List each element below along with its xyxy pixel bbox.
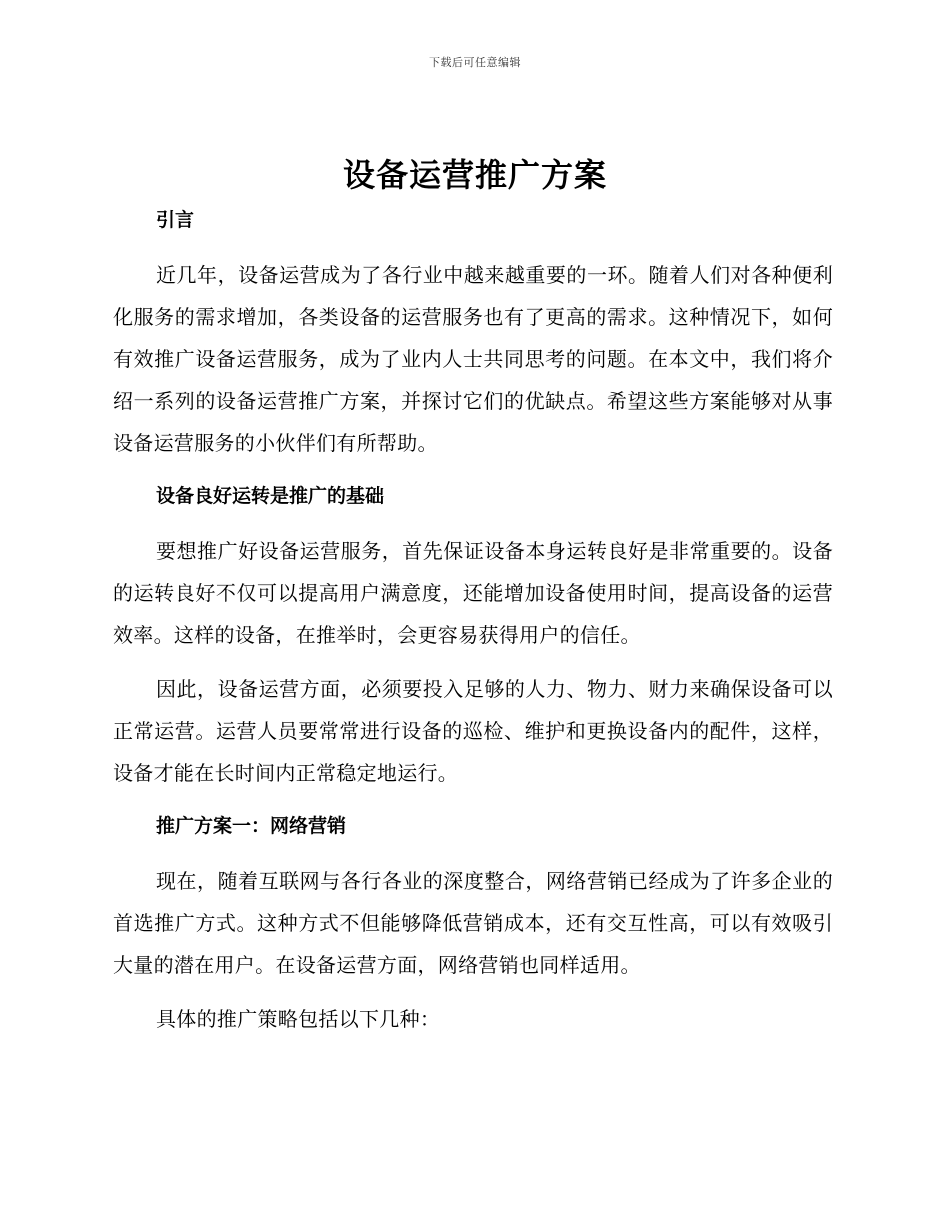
section-heading-device-operation: 设备良好运转是推广的基础 [156,485,385,507]
paragraph-online-marketing-2: 具体的推广策略包括以下几种： [156,1007,441,1031]
document-title: 设备运营推广方案 [342,156,607,194]
paragraph-device-operation-1: 要想推广好设备运营服务，首先保证设备本身运转良好是非常重要的。设备的运转良好不仅可以提高用户满意度，还能增加设备使用时间，提高设备的运营效率。这样的设备，在推举时，会更容易获得用户的信任。 [113,539,833,647]
paragraph-online-marketing-1: 现在，随着互联网与各行各业的深度整合，网络营销已经成为了许多企业的首选推广方式。这种方式不但能够降低营销成本，还有交互性高，可以有效吸引大量的潜在用户。在设备运营方面，网络营销也同样适用。 [113,869,833,977]
document-body [113,200,833,1040]
section-heading-introduction: 引言 [156,209,195,231]
header-note: 下载后可任意编辑 [429,56,521,69]
paragraph-device-operation-2: 因此，设备运营方面，必须要投入足够的人力、物力、财力来确保设备可以正常运营。运营人员要常常进行设备的巡检、维护和更换设备内的配件，这样，设备才能在长时间内正常稳定地运行。 [113,677,833,785]
section-heading-online-marketing: 推广方案一：网络营销 [156,815,347,837]
paragraph-introduction: 近几年，设备运营成为了各行业中越来越重要的一环。随着人们对各种便利化服务的需求增加，各类设备的运营服务也有了更高的需求。这种情况下，如何有效推广设备运营服务，成为了业内人士共同思考的问题。在本文中，我们将介绍一系列的设备运营推广方案，并探讨它们的优缺点。希望这些方案能够对从事设备运营服务的小伙伴们有所帮助。 [113,263,833,455]
